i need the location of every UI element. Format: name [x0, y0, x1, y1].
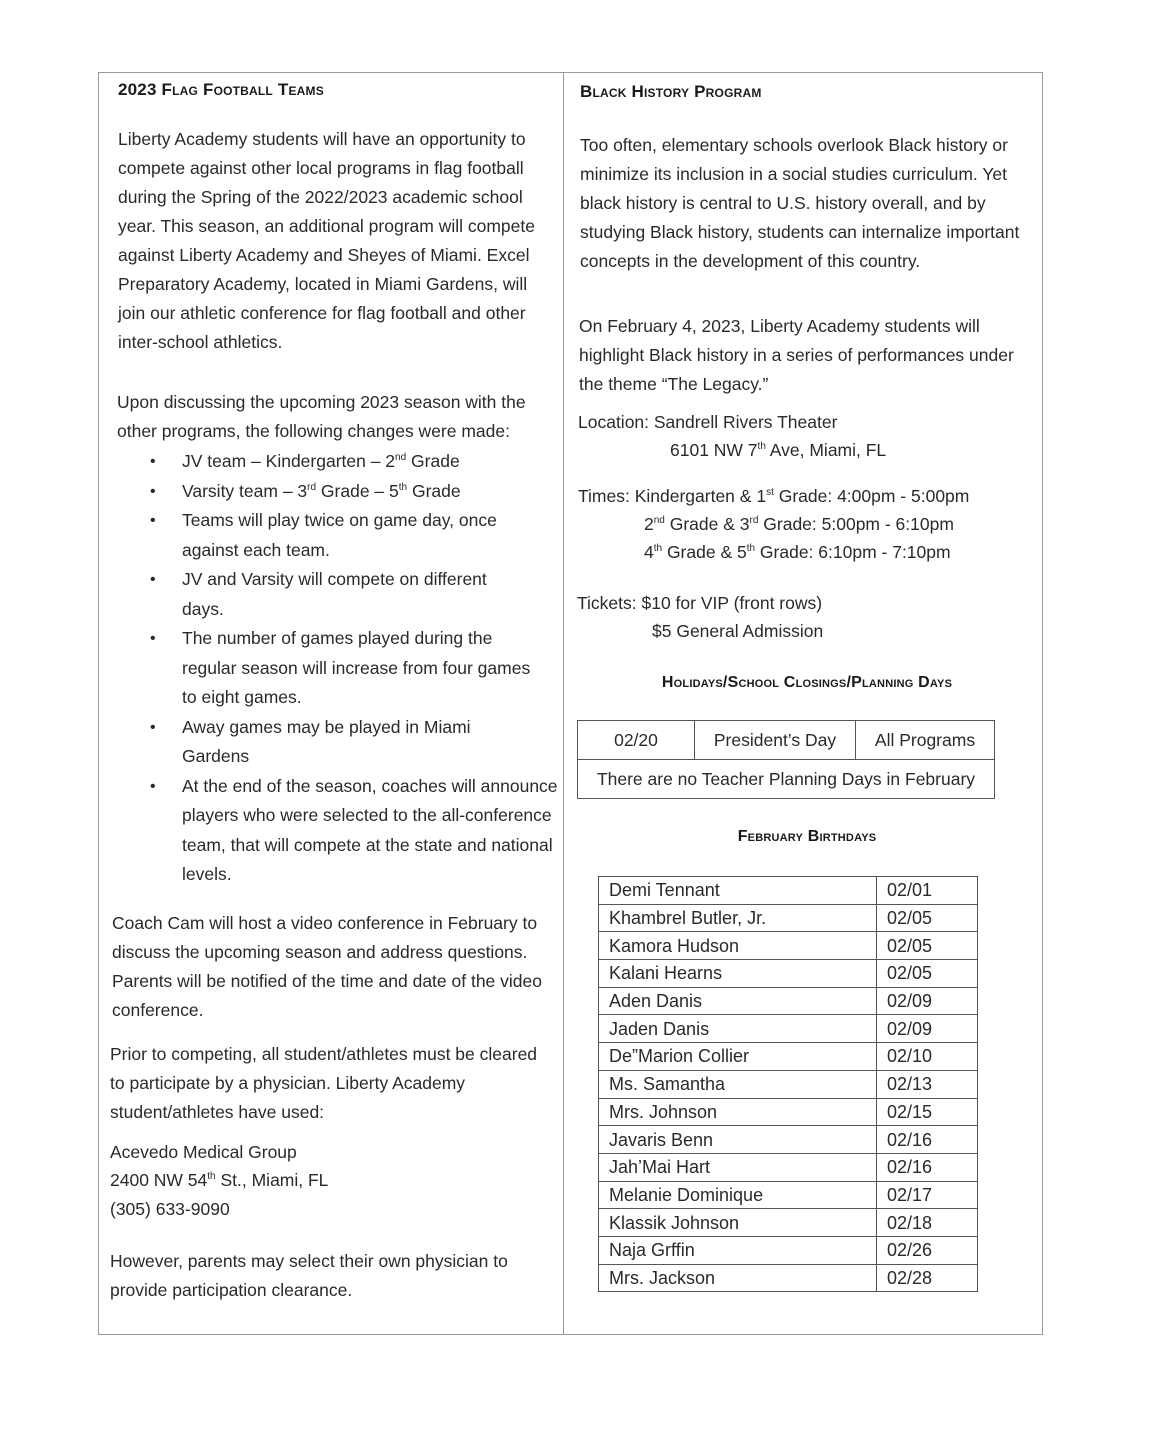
birthday-date: 02/16 — [877, 1153, 978, 1181]
holiday-scope: All Programs — [856, 721, 995, 760]
times-2-3: 2nd Grade & 3rd Grade: 5:00pm - 6:10pm — [644, 514, 954, 534]
birthday-name: Melanie Dominique — [599, 1181, 877, 1209]
table-row — [599, 1070, 978, 1098]
list-item: • At the end of the season, coaches will announce players who were selected to the all-conference team, that will compete at the state and national levels. — [150, 772, 562, 890]
table-row — [599, 1098, 978, 1126]
medical-group-name: Acevedo Medical Group — [110, 1142, 297, 1162]
birthday-name: Mrs. Johnson — [599, 1098, 877, 1126]
birthdays-title: February Birthdays — [737, 828, 877, 845]
table-row — [599, 1209, 978, 1237]
birthday-date: 02/05 — [877, 904, 978, 932]
list-item: • Varsity team – 3rd Grade – 5th Grade — [150, 477, 550, 507]
location-line: Location: Sandrell Rivers Theater — [578, 412, 838, 432]
table-row — [578, 760, 995, 799]
physician-note: However, parents may select their own physician to provide participation clearance. — [110, 1251, 508, 1300]
table-row — [599, 1153, 978, 1181]
table-row — [599, 1015, 978, 1043]
list-item: • JV and Varsity will compete on different days. — [150, 565, 532, 624]
birthday-name: Naja Grffin — [599, 1236, 877, 1264]
program-date-paragraph: On February 4, 2023, Liberty Academy students will highlight Black history in a series of performances under the theme “The Legacy.” — [579, 316, 1014, 394]
birthday-name: Mrs. Jackson — [599, 1264, 877, 1292]
birthday-date: 02/28 — [877, 1264, 978, 1292]
birthday-name: Jaden Danis — [599, 1015, 877, 1043]
table-row — [599, 987, 978, 1015]
birthday-name: Ms. Samantha — [599, 1070, 877, 1098]
holidays-title: Holidays/School Closings/Planning Days — [661, 674, 953, 691]
birthday-name: Javaris Benn — [599, 1126, 877, 1154]
table-row — [578, 721, 995, 760]
holidays-note: There are no Teacher Planning Days in February — [578, 760, 995, 799]
black-history-title: Black History Program — [580, 82, 762, 101]
list-item: • The number of games played during the regular season will increase from four games to eight games. — [150, 624, 532, 713]
tickets-general: $5 General Admission — [652, 621, 824, 641]
birthday-date: 02/05 — [877, 932, 978, 960]
birthday-date: 02/09 — [877, 1015, 978, 1043]
list-item: • Teams will play twice on game day, once against each team. — [150, 506, 532, 565]
list-item: • JV team – Kindergarten – 2nd Grade — [150, 447, 550, 477]
birthdays-table — [598, 876, 978, 1292]
table-row — [599, 1126, 978, 1154]
birthday-name: Kamora Hudson — [599, 932, 877, 960]
table-row — [599, 932, 978, 960]
holidays-table — [577, 720, 995, 799]
birthday-date: 02/05 — [877, 960, 978, 988]
location-address: 6101 NW 7th Ave, Miami, FL — [670, 440, 887, 460]
times-4-5: 4th Grade & 5th Grade: 6:10pm - 7:10pm — [644, 542, 951, 562]
birthday-name: Khambrel Butler, Jr. — [599, 904, 877, 932]
table-row — [599, 1236, 978, 1264]
birthday-name: Kalani Hearns — [599, 960, 877, 988]
table-row — [599, 1264, 978, 1292]
flag-football-title: 2023 Flag Football Teams — [118, 80, 324, 99]
table-row — [599, 877, 978, 905]
birthday-date: 02/09 — [877, 987, 978, 1015]
birthday-date: 02/16 — [877, 1126, 978, 1154]
list-item: • Away games may be played in Miami Gardens — [150, 713, 482, 772]
medical-group-address: 2400 NW 54th St., Miami, FL — [110, 1170, 329, 1190]
birthday-name: Aden Danis — [599, 987, 877, 1015]
changes-list — [150, 447, 558, 890]
table-row — [599, 1043, 978, 1071]
birthday-date: 02/13 — [877, 1070, 978, 1098]
birthday-name: De”Marion Collier — [599, 1043, 877, 1071]
column-divider — [563, 72, 564, 1335]
birthday-date: 02/18 — [877, 1209, 978, 1237]
tickets-vip: Tickets: $10 for VIP (front rows) — [577, 593, 823, 613]
medical-group-phone: (305) 633-9090 — [110, 1199, 230, 1219]
table-row — [599, 1181, 978, 1209]
birthday-date: 02/01 — [877, 877, 978, 905]
table-row — [599, 904, 978, 932]
flag-football-intro: Liberty Academy students will have an opportunity to compete against other local programs in flag football during the Spring of the 2022/2023 academic school year. This season, an additional program will compete against Liberty Academy and Sheyes of Miami. Excel Preparatory Academy, located in Miami Gardens, will join our athletic conference for flag football and other inter-school athletics. — [118, 129, 535, 352]
table-row — [599, 960, 978, 988]
changes-intro: Upon discussing the upcoming 2023 season with the other programs, the following changes were made: — [117, 392, 526, 441]
black-history-paragraph: Too often, elementary schools overlook Black history or minimize its inclusion in a social studies curriculum. Yet black history is central to U.S. history overall, and by studying Black history, students can internalize important concepts in the development of this country. — [580, 135, 1020, 271]
birthday-date: 02/10 — [877, 1043, 978, 1071]
holiday-date: 02/20 — [578, 721, 695, 760]
times-k-1: Times: Kindergarten & 1st Grade: 4:00pm - 5:00pm — [578, 486, 970, 506]
birthday-date: 02/26 — [877, 1236, 978, 1264]
birthday-name: Demi Tennant — [599, 877, 877, 905]
coach-cam-paragraph: Coach Cam will host a video conference in February to discuss the upcoming season and address questions. Parents will be notified of the time and date of the video conference. — [112, 913, 542, 1020]
physician-paragraph: Prior to competing, all student/athletes must be cleared to participate by a physician. Liberty Academy student/athletes have used: — [110, 1044, 538, 1122]
birthday-date: 02/15 — [877, 1098, 978, 1126]
birthday-name: Jah’Mai Hart — [599, 1153, 877, 1181]
birthday-name: Klassik Johnson — [599, 1209, 877, 1237]
birthday-date: 02/17 — [877, 1181, 978, 1209]
holiday-name: President’s Day — [695, 721, 856, 760]
